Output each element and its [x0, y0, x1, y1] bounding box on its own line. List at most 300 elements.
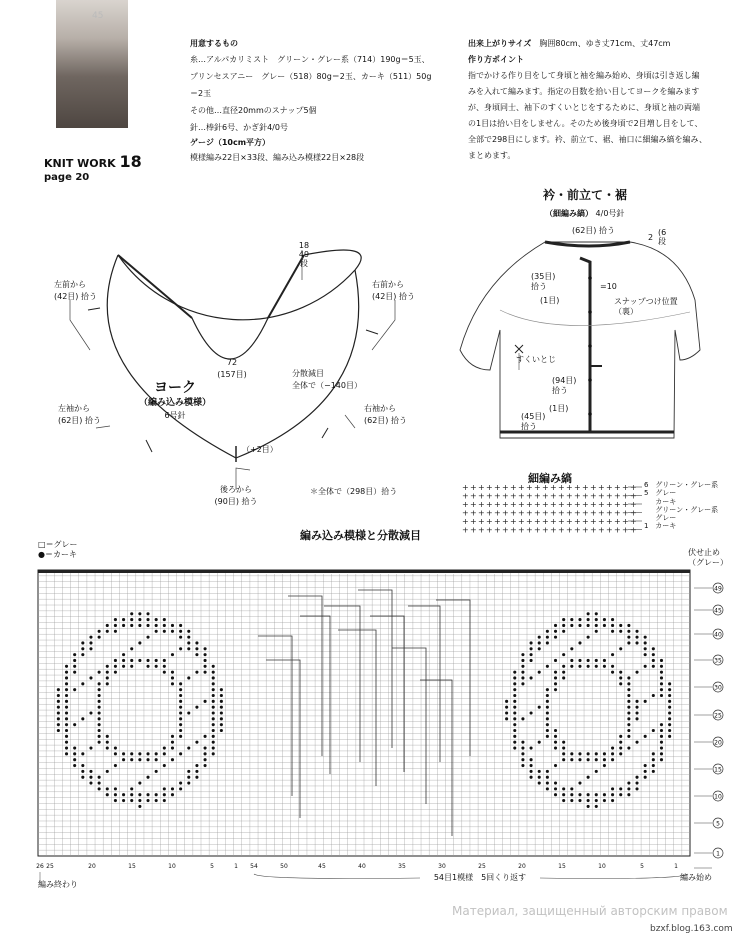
points-line: 指でかける作り目をして身頃と袖を編み始め、身頃は引き返し編 [468, 71, 700, 80]
stripe-stitch: + [614, 525, 621, 534]
stripe-stitch: + [566, 508, 573, 518]
chart-stitch-khaki [138, 618, 141, 621]
chart-stitch-khaki [627, 793, 630, 796]
chart-stitch-khaki [187, 781, 190, 784]
chart-stitch-khaki [122, 659, 125, 662]
chart-stitch-khaki [611, 758, 614, 761]
stripe-stitch: + [582, 483, 589, 492]
row-label: 49 [714, 585, 722, 593]
chart-stitch-khaki [644, 647, 647, 650]
stripe-stitch: + [534, 483, 541, 492]
stripe-stitch: + [574, 508, 581, 518]
chart-stitch-khaki [98, 723, 101, 726]
stripe-legend-num: 5 [644, 489, 649, 498]
points-line: の1目は拾い目をしません。そのため後身頃で2目増し目をして、 [468, 119, 703, 128]
chart-stitch-khaki [138, 758, 141, 761]
stripe-stitch: + [614, 517, 621, 526]
chart-stitch-khaki [530, 776, 533, 779]
chart-stitch-khaki [521, 758, 524, 761]
chart-stitch-khaki [652, 653, 655, 656]
x-tick-label: 50 [280, 863, 288, 870]
chart-stitch-khaki [98, 741, 101, 744]
yoke-top-num: 18 [298, 241, 310, 250]
chart-stitch-khaki [611, 665, 614, 668]
chart-stitch-khaki [138, 799, 141, 802]
chart-stitch-khaki [652, 758, 655, 761]
stripe-stitch: + [518, 500, 525, 509]
chart-stitch-khaki [73, 671, 76, 674]
chart-stitch-khaki [587, 793, 590, 796]
chart-stitch-khaki [114, 764, 117, 767]
chart-stitch-khaki [546, 787, 549, 790]
chart-stitch-khaki [155, 618, 158, 621]
stripe-stitch: + [470, 500, 477, 509]
stripe-stitch: + [566, 491, 573, 501]
chart-stitch-khaki [546, 700, 549, 703]
stripe-stitch: + [550, 525, 557, 534]
chart-end-label: 編み終わり [38, 880, 78, 889]
chart-stitch-khaki [546, 776, 549, 779]
x-tick-label: 5 [640, 863, 644, 870]
chart-stitch-khaki [81, 653, 84, 656]
chart-stitch-khaki [65, 746, 68, 749]
chart-stitch-khaki [619, 676, 622, 679]
yoke-label: 72 [226, 358, 238, 367]
stripe-stitch: + [574, 517, 581, 526]
chart-stitch-khaki [98, 694, 101, 697]
stripe-stitch: + [510, 508, 517, 518]
chart-stitch-khaki [644, 776, 647, 779]
chart-stitch-khaki [668, 735, 671, 738]
chart-legend-symbol: ● [38, 550, 45, 559]
chart-stitch-khaki [578, 781, 581, 784]
chart-stitch-khaki [619, 630, 622, 633]
garment-outline [460, 242, 700, 438]
chart-stitch-khaki [660, 741, 663, 744]
chart-stitch-khaki [195, 647, 198, 650]
chart-stitch-khaki [644, 653, 647, 656]
collar-one2: (1目) [549, 404, 569, 413]
chart-stitch-khaki [587, 659, 590, 662]
chart-stitch-khaki [146, 618, 149, 621]
chart-stitch-khaki [212, 671, 215, 674]
chart-stitch-khaki [603, 764, 606, 767]
chart-stitch-khaki [587, 752, 590, 755]
chart-stitch-khaki [570, 624, 573, 627]
page-number: 45 [92, 11, 104, 21]
chart-stitch-khaki [660, 735, 663, 738]
chart-stitch-khaki [627, 624, 630, 627]
chart-stitch-khaki [562, 758, 565, 761]
chart-stitch-khaki [595, 630, 598, 633]
chart-stitch-khaki [546, 630, 549, 633]
chart-stitch-khaki [513, 729, 516, 732]
chart-stitch-khaki [155, 793, 158, 796]
stripe-stitch: + [470, 483, 477, 492]
stripe-legend-item [644, 481, 718, 489]
stripe-stitch: + [550, 508, 557, 518]
collar-label: 拾う [531, 282, 547, 291]
chart-stitch-khaki [114, 799, 117, 802]
chart-stitch-khaki [619, 752, 622, 755]
knit-work-label [44, 152, 142, 171]
stripe-legend-item [644, 506, 718, 514]
stripe-stitch: + [478, 508, 485, 518]
stripe-stitch: + [566, 483, 573, 492]
yoke-top-num: 段 [300, 259, 308, 268]
chart-stitch-khaki [652, 665, 655, 668]
collar-one: (1目) [540, 296, 560, 305]
stripe-stitch: + [622, 508, 629, 518]
chart-stitch-khaki [220, 711, 223, 714]
chart-stitch-khaki [106, 770, 109, 773]
stripe-stitch: + [574, 483, 581, 492]
chart-stitch-khaki [146, 624, 149, 627]
chart-stitch-khaki [611, 618, 614, 621]
chart-stitch-khaki [668, 706, 671, 709]
leader-line [345, 415, 355, 428]
chart-stitch-khaki [644, 641, 647, 644]
chart-stitch-khaki [65, 665, 68, 668]
chart-stitch-khaki [538, 770, 541, 773]
chart-stitch-khaki [163, 624, 166, 627]
chart-stitch-khaki [163, 764, 166, 767]
chart-stitch-khaki [220, 717, 223, 720]
chart-stitch-khaki [163, 793, 166, 796]
chart-stitch-khaki [163, 671, 166, 674]
chart-stitch-khaki [204, 735, 207, 738]
stripe-stitch: + [590, 491, 597, 501]
chart-stitch-khaki [65, 688, 68, 691]
chart-stitch-khaki [65, 711, 68, 714]
chart-stitch-khaki [619, 671, 622, 674]
stripe-legend-label: カーキ [655, 497, 677, 506]
chart-stitch-khaki [562, 746, 565, 749]
chart-stitch-khaki [611, 752, 614, 755]
chart-stitch-khaki [530, 641, 533, 644]
chart-blank-band [255, 573, 495, 574]
stripe-stitch: + [550, 500, 557, 509]
collar-subtitle: （細編み縞） [545, 209, 593, 218]
chart-stitch-khaki [635, 711, 638, 714]
chart-stitch-khaki [73, 665, 76, 668]
chart-stitch-khaki [538, 636, 541, 639]
stripe-stitch: + [526, 525, 533, 534]
chart-stitch-khaki [644, 636, 647, 639]
stripe-stitch: + [630, 491, 637, 501]
chart-stitch-khaki [204, 758, 207, 761]
chart-stitch-khaki [546, 729, 549, 732]
collar-side-top: 2 [648, 233, 654, 242]
chart-stitch-khaki [595, 665, 598, 668]
yoke-inc: （+2目） [242, 445, 278, 454]
chart-stitch-khaki [138, 641, 141, 644]
chart-stitch-khaki [611, 793, 614, 796]
chart-stitch-khaki [195, 776, 198, 779]
chart-stitch-khaki [530, 711, 533, 714]
chart-stitch-khaki [554, 764, 557, 767]
chart-stitch-khaki [204, 700, 207, 703]
chart-stitch-khaki [114, 787, 117, 790]
collar-side-rows [658, 228, 666, 246]
chart-stitch-khaki [81, 752, 84, 755]
stripe-stitch: + [486, 483, 493, 492]
chart-stitch-khaki [554, 624, 557, 627]
chart-stitch-khaki [130, 647, 133, 650]
chart-stitch-khaki [587, 799, 590, 802]
chart-stitch-khaki [163, 659, 166, 662]
chart-stitch-khaki [122, 752, 125, 755]
chart-stitch-khaki [505, 700, 508, 703]
stripe-stitch: + [510, 525, 517, 534]
chart-stitch-khaki [138, 752, 141, 755]
chart-stitch-khaki [57, 706, 60, 709]
chart-stitch-khaki [505, 717, 508, 720]
gauge-title: ゲージ（10cm平方） [190, 138, 271, 147]
chart-stitch-khaki [187, 711, 190, 714]
stripe-stitch: + [582, 525, 589, 534]
chart-stitch-khaki [171, 735, 174, 738]
chart-stitch-khaki [89, 781, 92, 784]
chart-stitch-khaki [146, 793, 149, 796]
chart-stitch-khaki [204, 647, 207, 650]
chart-stitch-khaki [220, 706, 223, 709]
chart-legend-label: ＝グレー [45, 540, 78, 549]
chart-stitch-khaki [546, 688, 549, 691]
chart-stitch-khaki [179, 636, 182, 639]
chart-stitch-khaki [212, 729, 215, 732]
chart-stitch-khaki [73, 659, 76, 662]
chart-stitch-khaki [570, 647, 573, 650]
stripe-stitch: + [630, 483, 637, 492]
chart-stitch-khaki [65, 706, 68, 709]
collar-sukui: すくいとじ [516, 355, 556, 364]
chart-stitch-khaki [635, 717, 638, 720]
chart-stitch-khaki [635, 671, 638, 674]
yoke-label: 右前から [372, 280, 404, 289]
stripe-stitch: + [550, 483, 557, 492]
stripe-stitch: + [558, 508, 565, 518]
chart-stitch-khaki [554, 746, 557, 749]
chart-stitch-khaki [635, 641, 638, 644]
chart-stitch-khaki [521, 764, 524, 767]
yoke-label: 分散減目 [292, 369, 324, 378]
chart-stitch-khaki [652, 752, 655, 755]
stripe-stitch: + [558, 525, 565, 534]
stripe-stitch: + [598, 517, 605, 526]
chart-stitch-khaki [106, 624, 109, 627]
stripe-stitch: + [606, 525, 613, 534]
materials-line: ＝2玉 [190, 89, 212, 98]
chart-stitch-khaki [73, 746, 76, 749]
points-title: 作り方ポイント [468, 55, 524, 64]
chart-stitch-khaki [65, 682, 68, 685]
chart-stitch-khaki [570, 665, 573, 668]
yoke-right-front [372, 279, 415, 303]
chart-stitch-khaki [635, 787, 638, 790]
chart-stitch-khaki [98, 682, 101, 685]
chart-stitch-khaki [521, 682, 524, 685]
chart-stitch-khaki [212, 741, 215, 744]
chart-stitch-khaki [212, 665, 215, 668]
chart-stitch-khaki [122, 618, 125, 621]
chart-stitch-khaki [89, 776, 92, 779]
chart-stitch-khaki [554, 688, 557, 691]
chart-stitch-khaki [89, 676, 92, 679]
stripe-stitch: + [494, 525, 501, 534]
stripe-stitch: + [630, 517, 637, 526]
stripe-stitch: + [470, 525, 477, 534]
chart-stitch-khaki [220, 694, 223, 697]
x-tick-label: 45 [318, 863, 326, 870]
chart-stitch-khaki [570, 752, 573, 755]
stripe-stitch: + [462, 491, 469, 501]
chart-stitch-khaki [187, 647, 190, 650]
stripe-stitch: + [566, 500, 573, 509]
chart-stitch-khaki [155, 659, 158, 662]
chart-stitch-khaki [587, 665, 590, 668]
stripe-stitch: + [590, 483, 597, 492]
chart-stitch-khaki [179, 706, 182, 709]
chart-stitch-khaki [106, 676, 109, 679]
chart-stitch-khaki [179, 735, 182, 738]
collar-left-pick [531, 272, 555, 292]
chart-stitch-khaki [89, 746, 92, 749]
chart-stitch-khaki [65, 735, 68, 738]
chart-stitch-khaki [187, 641, 190, 644]
chart-stitch-khaki [513, 717, 516, 720]
chart-stitch-khaki [130, 612, 133, 615]
stripe-stitch: + [518, 525, 525, 534]
chart-stitch-khaki [603, 793, 606, 796]
chart-stitch-khaki [595, 624, 598, 627]
row-label: 5 [716, 820, 720, 828]
chart-stitch-khaki [138, 781, 141, 784]
row-label: 1 [716, 850, 720, 858]
chart-stitch-khaki [220, 723, 223, 726]
stripe-legend [644, 481, 718, 531]
chart-stitch-khaki [179, 682, 182, 685]
x-tick-label: 20 [88, 863, 96, 870]
chart-stitch-khaki [578, 799, 581, 802]
chart-stitch-khaki [130, 787, 133, 790]
chart-stitch-khaki [521, 717, 524, 720]
chart-stitch-khaki [98, 781, 101, 784]
chart-stitch-khaki [627, 729, 630, 732]
chart-legend [38, 540, 78, 560]
chart-stitch-khaki [521, 653, 524, 656]
chart-stitch-khaki [627, 781, 630, 784]
x-tick-label: 5 [210, 863, 214, 870]
series-label: KNIT WORK [44, 157, 116, 170]
chart-stitch-khaki [611, 787, 614, 790]
points-line: まとめます。 [468, 151, 516, 160]
chart-stitch-khaki [619, 793, 622, 796]
stripe-stitch: + [494, 491, 501, 501]
chart-stitch-khaki [171, 624, 174, 627]
x-tick-label: 40 [358, 863, 366, 870]
chart-stitch-khaki [179, 694, 182, 697]
chart-stitch-khaki [171, 787, 174, 790]
chart-stitch-khaki [89, 641, 92, 644]
chart-stitch-khaki [138, 805, 141, 808]
chart-stitch-khaki [122, 799, 125, 802]
page-ref: page 20 [44, 172, 90, 183]
chart-stitch-khaki [179, 781, 182, 784]
collar-label: (94目) [552, 376, 577, 385]
chart-stitch-khaki [212, 700, 215, 703]
chart-stitch-khaki [554, 671, 557, 674]
chart-stitch-khaki [73, 653, 76, 656]
stripe-legend-num: 1 [644, 522, 649, 531]
chart-stitch-khaki [595, 805, 598, 808]
chart-stitch-khaki [570, 799, 573, 802]
stripe-title: 細編み縞 [528, 472, 572, 485]
x-tick-label: 10 [168, 863, 176, 870]
chart-stitch-khaki [106, 787, 109, 790]
chart-stitch-khaki [660, 758, 663, 761]
chart-stitch-khaki [578, 793, 581, 796]
chart-stitch-khaki [98, 700, 101, 703]
stripe-stitch: + [598, 483, 605, 492]
chart-stitch-khaki [130, 793, 133, 796]
chart-stitch-khaki [619, 682, 622, 685]
chart-stitch-khaki [513, 671, 516, 674]
row-label: 20 [714, 739, 722, 747]
stripe-stitch: + [510, 491, 517, 501]
chart-stitch-khaki [554, 735, 557, 738]
yoke-neck [192, 318, 268, 359]
chart-stitch-khaki [570, 758, 573, 761]
yoke-label: (42目) 拾う [54, 292, 97, 301]
chart-stitch-khaki [106, 671, 109, 674]
chart-stitch-khaki [652, 694, 655, 697]
chart-stitch-khaki [138, 659, 141, 662]
chart-stitch-khaki [138, 793, 141, 796]
stripe-stitch: + [494, 500, 501, 509]
chart-stitch-khaki [81, 776, 84, 779]
chart-stitch-khaki [73, 723, 76, 726]
yoke-label: 左前から [54, 280, 86, 289]
stripe-stitch: + [502, 525, 509, 534]
chart-stitch-khaki [73, 758, 76, 761]
chart-stitch-khaki [146, 665, 149, 668]
chart-stitch-khaki [530, 746, 533, 749]
materials-line: プリンセスアニー グレー（518）80g＝2玉、カーキ（511）50g [190, 72, 432, 81]
row-label: 35 [714, 657, 722, 665]
stripe-stitch: + [494, 483, 501, 492]
stripe-stitch: + [502, 491, 509, 501]
chart-stitch-khaki [155, 799, 158, 802]
chart-stitch-khaki [546, 770, 549, 773]
row-label: 25 [714, 712, 722, 720]
stripe-stitch: + [526, 517, 533, 526]
chart-stitch-khaki [578, 641, 581, 644]
stripe-stitch: + [598, 491, 605, 501]
chart-stitch-khaki [212, 723, 215, 726]
chart-stitch-khaki [603, 665, 606, 668]
x-tick-label: 25 [46, 863, 54, 870]
chart-stitch-khaki [635, 776, 638, 779]
chart-stitch-khaki [179, 723, 182, 726]
chart-stitch-khaki [204, 752, 207, 755]
stripe-stitch: + [582, 500, 589, 509]
chart-stitch-khaki [81, 647, 84, 650]
chart-stitch-khaki [562, 653, 565, 656]
chart-stitch-khaki [98, 717, 101, 720]
chart-title: 編み込み模様と分散減目 [300, 529, 421, 542]
chart-stitch-khaki [595, 612, 598, 615]
